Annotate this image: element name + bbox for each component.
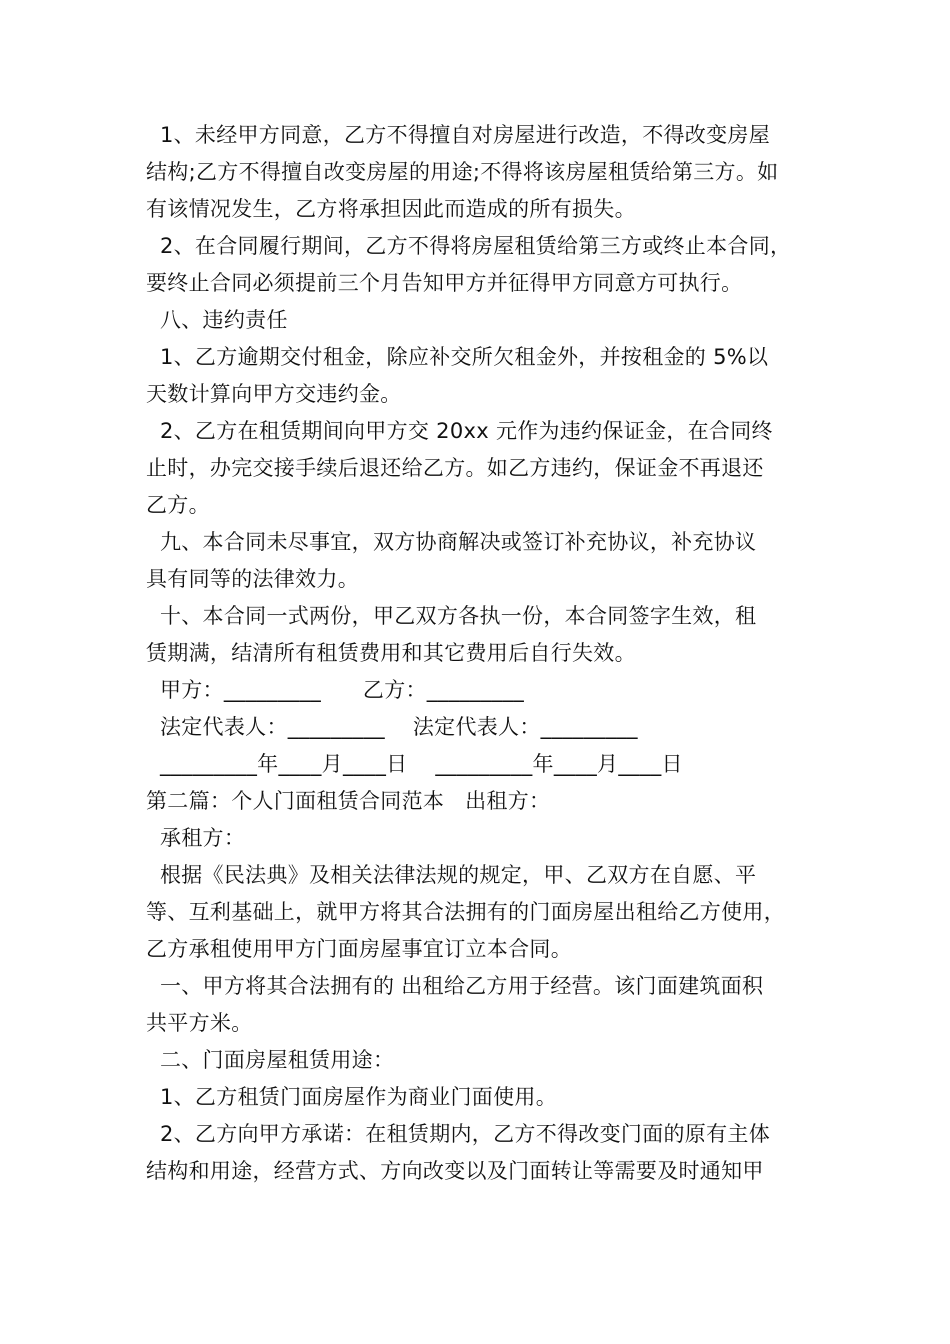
text-line: 天数计算向甲方交违约金。 <box>146 382 402 406</box>
text-line: 结构和用途，经营方式、方向改变以及门面转让等需要及时通知甲 <box>146 1159 764 1183</box>
text-line: 具有同等的法律效力。 <box>146 567 359 591</box>
section-title: 第二篇：个人门面租赁合同范本 出租方： <box>146 789 551 813</box>
text-line: 九、本合同未尽事宜，双方协商解决或签订补充协议，补充协议 <box>146 530 757 554</box>
signature-line: 甲方：_________ 乙方：_________ <box>146 678 525 702</box>
section-heading: 八、违约责任 <box>146 308 288 332</box>
text-line: 1、乙方租赁门面房屋作为商业门面使用。 <box>146 1085 558 1109</box>
text-line: 承租方： <box>146 826 246 850</box>
text-line: 1、未经甲方同意，乙方不得擅自对房屋进行改造，不得改变房屋 <box>146 123 771 147</box>
text-line: 等、互利基础上，就甲方将其合法拥有的门面房屋出租给乙方使用， <box>146 900 785 924</box>
text-line: 赁期满，结清所有租赁费用和其它费用后自行失效。 <box>146 641 636 665</box>
text-line: 共平方米。 <box>146 1011 253 1035</box>
section-heading: 二、门面房屋租赁用途： <box>146 1048 395 1072</box>
text-line: 要终止合同必须提前三个月告知甲方并征得甲方同意方可执行。 <box>146 271 743 295</box>
text-line: 2、乙方在租赁期间向甲方交 20xx 元作为违约保证金，在合同终 <box>146 419 773 443</box>
text-line: 止时，办完交接手续后退还给乙方。如乙方违约，保证金不再退还 <box>146 456 764 480</box>
date-line: _________年____月____日 _________年____月____日 <box>146 752 683 776</box>
text-line: 1、乙方逾期交付租金，除应补交所欠租金外，并按租金的 5%以 <box>146 345 769 369</box>
text-line: 有该情况发生，乙方将承担因此而造成的所有损失。 <box>146 197 636 221</box>
text-line: 2、在合同履行期间，乙方不得将房屋租赁给第三方或终止本合同， <box>146 234 792 258</box>
signature-line: 法定代表人：_________ 法定代表人：_________ <box>146 715 638 739</box>
text-line: 乙方承租使用甲方门面房屋事宜订立本合同。 <box>146 937 572 961</box>
text-line: 根据《民法典》及相关法律法规的规定，甲、乙双方在自愿、平 <box>146 863 757 887</box>
text-line: 一、甲方将其合法拥有的 出租给乙方用于经营。该门面建筑面积 <box>146 974 764 998</box>
text-line: 乙方。 <box>146 493 210 517</box>
text-line: 2、乙方向甲方承诺：在租赁期内，乙方不得改变门面的原有主体 <box>146 1122 771 1146</box>
text-line: 十、本合同一式两份，甲乙双方各执一份，本合同签字生效，租 <box>146 604 757 628</box>
text-line: 结构;乙方不得擅自改变房屋的用途;不得将该房屋租赁给第三方。如 <box>146 160 779 184</box>
